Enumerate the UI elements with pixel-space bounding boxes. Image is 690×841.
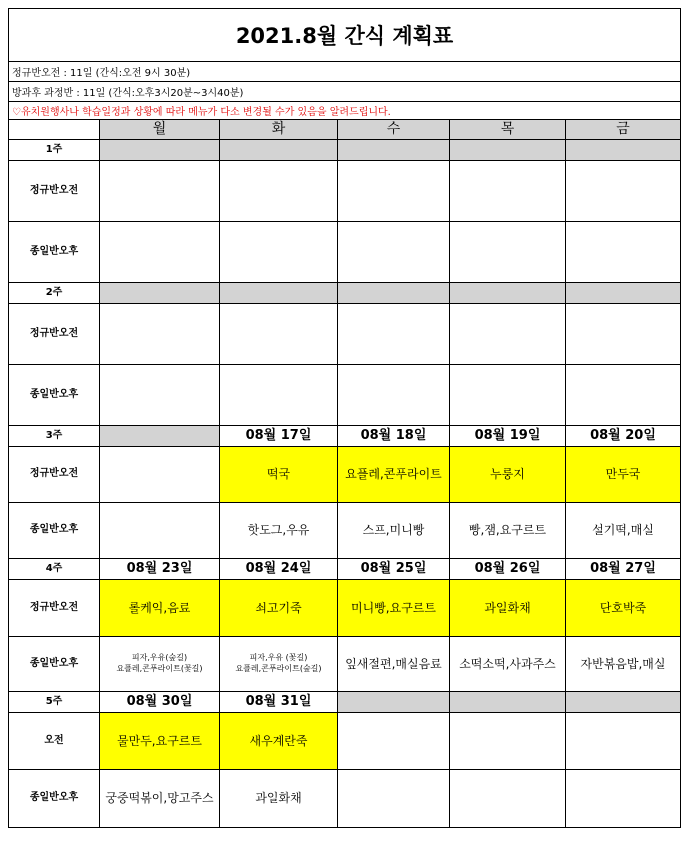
week-label: 3주 <box>9 426 100 446</box>
date-cell: 08월 19일 <box>450 426 566 446</box>
menu-cell: 핫도그,우유 <box>220 503 338 558</box>
session-label: 정규반오전 <box>9 580 100 636</box>
session-label: 정규반오전 <box>9 304 100 364</box>
week-label: 5주 <box>9 692 100 712</box>
week-label: 2주 <box>9 283 100 303</box>
date-cell <box>566 140 680 160</box>
menu-cell <box>450 222 566 282</box>
menu-cell <box>450 304 566 364</box>
week-row <box>9 283 680 304</box>
menu-cell <box>220 304 338 364</box>
date-cell <box>338 692 450 712</box>
session-label: 정규반오전 <box>9 447 100 502</box>
weeks-body <box>9 140 680 827</box>
menu-cell: 롤케익,음료 <box>100 580 220 636</box>
week-label: 1주 <box>9 140 100 160</box>
date-cell <box>220 140 338 160</box>
menu-cell: 과일화채 <box>450 580 566 636</box>
session-label: 종일반오후 <box>9 222 100 282</box>
afternoon-class-info: 방과후 과정반 : 11일 (간식:오후3시20분~3시40분) <box>9 82 680 102</box>
menu-cell: 피자,우유(숲길) 요플레,콘푸라이트(꽃길) <box>100 637 220 691</box>
date-cell <box>566 692 680 712</box>
session-label: 오전 <box>9 713 100 769</box>
menu-cell <box>338 365 450 425</box>
menu-cell: 누룽지 <box>450 447 566 502</box>
date-cell: 08월 26일 <box>450 559 566 579</box>
menu-cell <box>100 447 220 502</box>
day-header-fri: 금 <box>566 120 680 139</box>
menu-cell <box>338 161 450 221</box>
menu-cell: 요플레,콘푸라이트 <box>338 447 450 502</box>
menu-cell <box>566 161 680 221</box>
week-row <box>9 140 680 161</box>
date-cell: 08월 27일 <box>566 559 680 579</box>
session-row <box>9 222 680 283</box>
menu-cell: 떡국 <box>220 447 338 502</box>
corner-cell <box>9 120 100 139</box>
menu-cell <box>100 365 220 425</box>
day-header-thu: 목 <box>450 120 566 139</box>
date-cell <box>100 283 220 303</box>
notice-text: ♡유치원행사나 학습일정과 상황에 따라 메뉴가 다소 변경될 수가 있음을 알려드립니다. <box>12 107 391 118</box>
day-header-row <box>9 119 680 140</box>
page-title: 2021.8월 간식 계획표 <box>9 9 680 62</box>
date-cell: 08월 24일 <box>220 559 338 579</box>
session-label: 종일반오후 <box>9 503 100 558</box>
session-row <box>9 503 680 559</box>
menu-cell: 소떡소떡,사과주스 <box>450 637 566 691</box>
menu-cell <box>220 365 338 425</box>
menu-cell <box>100 222 220 282</box>
menu-cell: 과일화채 <box>220 770 338 827</box>
date-cell: 08월 25일 <box>338 559 450 579</box>
session-row <box>9 304 680 365</box>
menu-cell: 빵,잼,요구르트 <box>450 503 566 558</box>
session-row <box>9 365 680 426</box>
menu-cell <box>100 304 220 364</box>
date-cell <box>220 283 338 303</box>
date-cell: 08월 20일 <box>566 426 680 446</box>
date-cell: 08월 30일 <box>100 692 220 712</box>
menu-cell <box>450 713 566 769</box>
morning-class-info: 정규반오전 : 11일 (간식:오전 9시 30분) <box>9 62 680 82</box>
session-row <box>9 447 680 503</box>
day-header-tue: 화 <box>220 120 338 139</box>
menu-cell: 쇠고기죽 <box>220 580 338 636</box>
session-row <box>9 713 680 770</box>
menu-cell: 스프,미니빵 <box>338 503 450 558</box>
date-cell: 08월 31일 <box>220 692 338 712</box>
week-row <box>9 426 680 447</box>
menu-cell <box>338 713 450 769</box>
menu-cell: 피자,우유 (꽃길) 요플레,콘푸라이트(숲길) <box>220 637 338 691</box>
date-cell <box>100 426 220 446</box>
session-row <box>9 770 680 827</box>
menu-cell <box>338 770 450 827</box>
day-header-wed: 수 <box>338 120 450 139</box>
menu-cell: 단호박죽 <box>566 580 680 636</box>
session-row <box>9 637 680 692</box>
menu-cell: 설기떡,매실 <box>592 523 654 537</box>
day-header-mon: 월 <box>100 120 220 139</box>
menu-cell <box>338 222 450 282</box>
menu-cell: 자반볶음밥,매실 <box>580 656 666 671</box>
menu-cell: 물만두,요구르트 <box>100 713 220 769</box>
menu-cell <box>566 222 680 282</box>
date-cell <box>100 140 220 160</box>
menu-cell <box>220 222 338 282</box>
date-cell: 08월 18일 <box>338 426 450 446</box>
week-label: 4주 <box>9 559 100 579</box>
menu-cell <box>566 713 680 769</box>
menu-cell <box>566 365 680 425</box>
menu-cell <box>100 161 220 221</box>
snack-plan-sheet <box>8 8 681 828</box>
session-label: 정규반오전 <box>9 161 100 221</box>
session-label: 종일반오후 <box>9 637 100 691</box>
menu-cell <box>100 503 220 558</box>
date-cell <box>450 692 566 712</box>
menu-cell: 잎새절편,매실음료 <box>338 637 450 691</box>
menu-cell: 만두국 <box>566 447 680 502</box>
week-row <box>9 692 680 713</box>
menu-cell: 새우계란죽 <box>220 713 338 769</box>
menu-cell <box>450 365 566 425</box>
menu-cell <box>220 161 338 221</box>
date-cell: 08월 23일 <box>100 559 220 579</box>
menu-cell <box>566 304 680 364</box>
session-row <box>9 580 680 637</box>
date-cell <box>450 140 566 160</box>
menu-cell: 미니빵,요구르트 <box>338 580 450 636</box>
date-cell <box>566 283 680 303</box>
session-row <box>9 161 680 222</box>
menu-cell <box>450 770 566 827</box>
menu-cell: 궁중떡볶이,망고주스 <box>100 770 220 827</box>
date-cell <box>338 283 450 303</box>
session-label: 종일반오후 <box>9 770 100 827</box>
date-cell: 08월 17일 <box>220 426 338 446</box>
week-row <box>9 559 680 580</box>
date-cell <box>338 140 450 160</box>
session-label: 종일반오후 <box>9 365 100 425</box>
menu-cell <box>566 770 680 827</box>
menu-cell <box>450 161 566 221</box>
date-cell <box>450 283 566 303</box>
menu-cell <box>338 304 450 364</box>
